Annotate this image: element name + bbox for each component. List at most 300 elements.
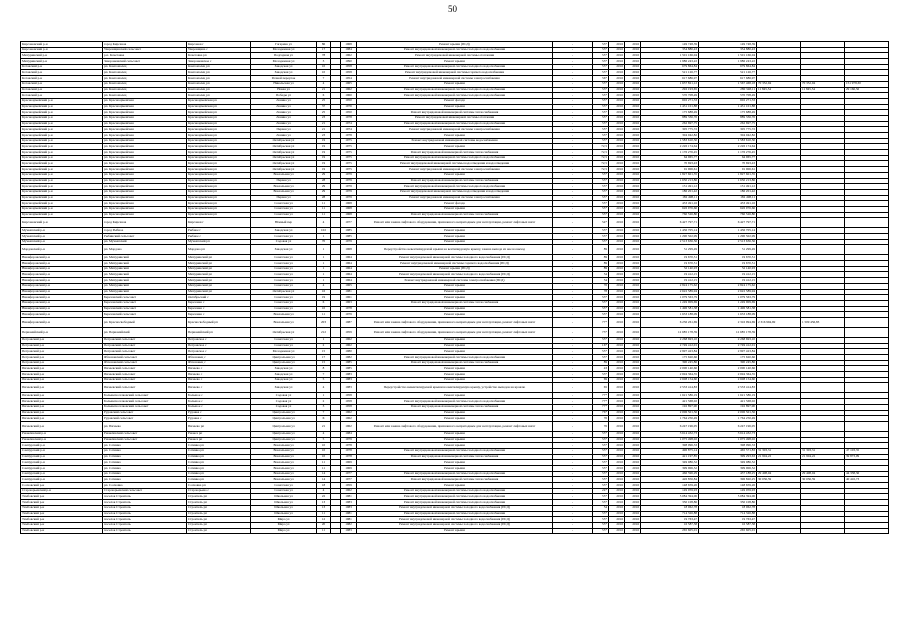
table-cell bbox=[331, 218, 341, 228]
table-cell: Октябрьская ул bbox=[251, 289, 317, 295]
table-cell: Староюрьевский р-н bbox=[21, 488, 103, 494]
table-cell: Школьная ул bbox=[251, 500, 317, 506]
table-cell: 2016 bbox=[625, 471, 641, 477]
table-cell: 131 491,12 bbox=[641, 184, 699, 190]
table-cell: Красноармейский р-н bbox=[21, 121, 103, 127]
table-cell: Ремонт внутридомовой инженерной системы холодного водоснабжения bbox=[357, 471, 553, 477]
table-cell: - bbox=[553, 201, 593, 207]
table-cell: 2016 bbox=[625, 98, 641, 104]
table-cell: Рудовский сельсовет bbox=[103, 410, 187, 416]
table-cell: Ремонт внутридомовой инженерной системы теплоснабжения bbox=[357, 360, 553, 366]
table-cell: 2016 bbox=[609, 133, 625, 139]
table-cell: Школьная ул bbox=[251, 494, 317, 500]
table-cell: 1 496 581,38 bbox=[641, 306, 699, 312]
table-cell: 2016 bbox=[609, 218, 625, 228]
table-cell: Ремонт внутридомовой инженерной системы теплоснабжения bbox=[357, 212, 553, 218]
table-cell: 31 303,31 bbox=[757, 448, 801, 454]
table-cell: 262 697,75 bbox=[699, 121, 757, 127]
table-cell: 2 268 693,10 bbox=[641, 337, 699, 343]
table-cell: 2016 bbox=[609, 201, 625, 207]
table-cell: 2016 bbox=[625, 93, 641, 99]
table-cell: 2 bbox=[317, 399, 331, 405]
table-cell: Красноармейская рп bbox=[187, 201, 251, 207]
table-cell: 55* bbox=[593, 443, 609, 449]
table-cell: 1979 bbox=[341, 184, 357, 190]
table-cell: 72,5 bbox=[593, 161, 609, 167]
table-cell: 2016 bbox=[609, 47, 625, 53]
table-cell: - bbox=[553, 81, 593, 87]
table-cell: 19 412,15 bbox=[641, 272, 699, 278]
table-cell: рп. Красноармейская bbox=[103, 172, 187, 178]
table-cell: Тамбовский р-н bbox=[21, 505, 103, 511]
table-cell: город Кирсанов bbox=[103, 218, 187, 228]
table-cell: - bbox=[553, 47, 593, 53]
table-cell: 64 965,77 bbox=[641, 155, 699, 161]
table-cell: 2016 bbox=[609, 138, 625, 144]
table-cell: 1 650 213,86 bbox=[641, 178, 699, 184]
table-cell: Советская ул bbox=[251, 295, 317, 301]
table-cell: 1 633 188,09 bbox=[699, 312, 757, 318]
table-cell: рп. Сатинка bbox=[103, 443, 187, 449]
table-cell: Октябрьская ул bbox=[251, 161, 317, 167]
table-cell: 2016 bbox=[609, 483, 625, 489]
table-cell: 1965 bbox=[341, 283, 357, 289]
table-cell: Никольская ул bbox=[251, 81, 317, 87]
table-cell: 54* bbox=[593, 218, 609, 228]
table-cell: Центральная ул bbox=[251, 431, 317, 437]
table-cell: 2016 bbox=[625, 53, 641, 59]
table-cell: 1968 bbox=[341, 42, 357, 48]
table-cell: 626 976,66 bbox=[641, 206, 699, 212]
table-cell: Кирсановский р-н bbox=[21, 42, 103, 48]
table-cell: Ремонт крыши bbox=[357, 343, 553, 349]
table-cell: Ремонт внутридомовой инженерной системы теплоснабжения bbox=[357, 110, 553, 116]
table-cell: 2016 bbox=[609, 300, 625, 306]
table-cell: 398 096,33 bbox=[699, 443, 757, 449]
table-cell: 421 568,02 bbox=[641, 399, 699, 405]
table-cell: 14 bbox=[317, 477, 331, 483]
table-cell: 2016 bbox=[609, 295, 625, 301]
table-cell: рп. Сатинка bbox=[103, 466, 187, 472]
table-cell: Школьная ул bbox=[251, 505, 317, 511]
table-cell: 2016 bbox=[625, 201, 641, 207]
table-cell: 24* bbox=[593, 488, 609, 494]
table-cell: Ремонт или замена лифтового оборудования, признанного непригодным для эксплуатации, ремонт лифтовых шахт bbox=[357, 218, 553, 228]
table-cell: 52 140,93 bbox=[699, 266, 757, 272]
table-cell: - bbox=[553, 161, 593, 167]
table-cell: Пичаево с bbox=[187, 383, 251, 393]
table-cell: 18 062,78 bbox=[699, 505, 757, 511]
table-cell: 1 501 166,04 bbox=[641, 53, 699, 59]
table-cell: Красноармейский р-н bbox=[21, 155, 103, 161]
table-cell bbox=[331, 245, 341, 255]
table-cell: 5 084 394,06 bbox=[699, 494, 757, 500]
table-cell: 6 247 196,05 bbox=[699, 421, 757, 431]
table-cell: 53* bbox=[593, 42, 609, 48]
table-cell: 2016 bbox=[625, 312, 641, 318]
table-cell: 1978 bbox=[341, 306, 357, 312]
table-cell: 350 108,86 bbox=[641, 500, 699, 506]
table-cell: 2016 bbox=[625, 517, 641, 523]
table-cell: 2016 bbox=[625, 212, 641, 218]
table-cell: 2016 bbox=[609, 245, 625, 255]
table-cell: 2016 bbox=[609, 93, 625, 99]
table-cell: Ремонт фасада bbox=[357, 201, 553, 207]
table-cell: 11 bbox=[317, 460, 331, 466]
table-cell: 2016 bbox=[625, 349, 641, 355]
table-cell: 2016 bbox=[609, 500, 625, 506]
table-cell: 5 bbox=[317, 377, 331, 383]
table-cell: - bbox=[553, 404, 593, 410]
table-cell: 86 bbox=[317, 42, 331, 48]
table-cell: Ремонт внутридомовой инженерной системы горячего водоснабжения bbox=[357, 70, 553, 76]
table-cell: 1 249 909,69 bbox=[641, 300, 699, 306]
table-cell: 16 bbox=[317, 289, 331, 295]
table-cell: 55* bbox=[593, 212, 609, 218]
table-cell: - bbox=[553, 393, 593, 399]
table-cell: 1954 bbox=[341, 76, 357, 82]
table-cell: 53* bbox=[593, 372, 609, 378]
table-cell: - bbox=[553, 76, 593, 82]
table-cell: 55* bbox=[593, 127, 609, 133]
table-cell: 19 bbox=[317, 138, 331, 144]
table-cell: 2016 bbox=[625, 239, 641, 245]
table-cell: 55* bbox=[593, 172, 609, 178]
table-cell: 1 583 610,50 bbox=[641, 138, 699, 144]
table-cell: Центральная ул bbox=[251, 437, 317, 443]
table-cell: 1958 bbox=[341, 393, 357, 399]
table-cell: - bbox=[553, 283, 593, 289]
table-cell: Сампурский р-н bbox=[21, 460, 103, 466]
table-cell: 55* bbox=[593, 189, 609, 195]
table-cell: 11 bbox=[317, 528, 331, 534]
table-cell: Мира ул bbox=[251, 528, 317, 534]
table-cell: Пичаевский р-н bbox=[21, 393, 103, 399]
table-cell: 1981 bbox=[341, 494, 357, 500]
table-cell: 1 bbox=[317, 266, 331, 272]
table-cell: Сатинка рп bbox=[187, 443, 251, 449]
table-cell: 396 820,25 bbox=[699, 477, 757, 483]
table-cell: Заводская ул bbox=[251, 366, 317, 372]
table-cell: 1968 bbox=[341, 201, 357, 207]
table-cell: Петровский сельсовет bbox=[103, 337, 187, 343]
table-cell: 2016 bbox=[609, 266, 625, 272]
table-cell: Ремонт внутридомовой инженерной системы теплоснабжения bbox=[357, 477, 553, 483]
table-cell: рп. Сосновка bbox=[103, 483, 187, 489]
table-cell: 354 880,43 bbox=[699, 47, 757, 53]
table-cell: 2016 bbox=[625, 150, 641, 156]
table-cell: Березовский сельсовет bbox=[103, 300, 187, 306]
table-cell: Никифоровский р-н bbox=[21, 306, 103, 312]
table-cell: 102 bbox=[317, 228, 331, 234]
table-cell: 1979 bbox=[341, 172, 357, 178]
table-cell: - bbox=[553, 115, 593, 121]
table-cell: Никифоровский р-н bbox=[21, 295, 103, 301]
table-cell: Центральная ул bbox=[251, 355, 317, 361]
table-cell: Красноармейская рп bbox=[187, 184, 251, 190]
table-cell: Ремонт внутридомовой инженерной системы холодного водоснабжения bbox=[357, 155, 553, 161]
table-cell: Тамбовский р-н bbox=[21, 517, 103, 523]
table-cell: 1964 bbox=[341, 255, 357, 261]
table-cell: 10 bbox=[317, 64, 331, 70]
table-cell: 2016 bbox=[625, 234, 641, 240]
table-cell: Большое с bbox=[187, 399, 251, 405]
table-cell: Ремонт внутридомовой инженерной системы электроснабжения bbox=[357, 76, 553, 82]
table-cell: Красноармейская рп bbox=[187, 189, 251, 195]
table-cell: Пичаевский р-н bbox=[21, 421, 103, 431]
table-cell: - bbox=[553, 466, 593, 472]
table-cell: - bbox=[553, 239, 593, 245]
table-cell: 2 997 423,84 bbox=[699, 349, 757, 355]
table-cell: 70 bbox=[317, 239, 331, 245]
table-cell: - bbox=[553, 360, 593, 366]
table-cell: - bbox=[553, 150, 593, 156]
table-cell: Ремонт внутридомовой инженерной системы водоснабжения bbox=[357, 138, 553, 144]
table-cell: 1980 bbox=[341, 349, 357, 355]
table-cell: 55* bbox=[593, 448, 609, 454]
table-cell: Сатинка рп bbox=[187, 466, 251, 472]
table-cell: 1958 bbox=[341, 70, 357, 76]
table-cell: - bbox=[553, 517, 593, 523]
table-cell: 2016 bbox=[609, 355, 625, 361]
table-cell: Пичаевский р-н bbox=[21, 383, 103, 393]
table-cell: - bbox=[553, 138, 593, 144]
table-cell: 1962 bbox=[341, 87, 357, 93]
table-cell: Ремонт внутридомовой инженерной системы электроснабжения bbox=[357, 127, 553, 133]
table-cell: 19 bbox=[317, 150, 331, 156]
table-cell: Заводская ул bbox=[251, 377, 317, 383]
table-cell: 2 824 175,62 bbox=[699, 283, 757, 289]
table-cell: Ремонт крыши bbox=[357, 466, 553, 472]
table-cell: - bbox=[553, 64, 593, 70]
table-cell: - bbox=[553, 266, 593, 272]
table-cell: рп. Комсомолец bbox=[103, 81, 187, 87]
table-cell: 2016 bbox=[625, 477, 641, 483]
table-cell: 2016 bbox=[609, 399, 625, 405]
table-cell: рп. Сатинка bbox=[103, 460, 187, 466]
table-cell: 1984 bbox=[341, 47, 357, 53]
table-cell: Староюрьево с bbox=[187, 488, 251, 494]
table-cell: 2016 bbox=[609, 372, 625, 378]
table-cell bbox=[757, 528, 801, 534]
table-row bbox=[21, 317, 889, 327]
table-cell: 2016 bbox=[625, 488, 641, 494]
table-cell: Центральная ул bbox=[251, 416, 317, 422]
table-cell: Никифоровский р-н bbox=[21, 317, 103, 327]
table-cell: 433 491,16 bbox=[699, 201, 757, 207]
table-cell: рп. Красноармейская bbox=[103, 104, 187, 110]
table-cell: Никифоровский р-н bbox=[21, 272, 103, 278]
table-cell: 17 bbox=[317, 47, 331, 53]
table-cell: 2016 bbox=[625, 454, 641, 460]
table-cell: Кирсанов г bbox=[187, 42, 251, 48]
table-cell: Ремонт крыши bbox=[357, 377, 553, 383]
table-cell: 2016 bbox=[609, 64, 625, 70]
table-cell: Молодежная ул bbox=[251, 59, 317, 65]
table-cell: Красноармейский р-н bbox=[21, 206, 103, 212]
table-cell: 2016 bbox=[625, 404, 641, 410]
table-cell: 1 bbox=[317, 337, 331, 343]
table-cell: 1962 bbox=[341, 416, 357, 422]
table-cell: Заводская ул bbox=[251, 383, 317, 393]
table-cell: Котовский р-н bbox=[21, 70, 103, 76]
table-cell bbox=[331, 528, 341, 534]
table-cell: Заводская ул bbox=[251, 70, 317, 76]
table-cell: Березовка с bbox=[187, 306, 251, 312]
table-cell: Пичаевский сельсовет bbox=[103, 383, 187, 393]
table-cell: 617 686,97 bbox=[641, 76, 699, 82]
table-cell bbox=[757, 245, 801, 255]
table-cell: Петровский р-н bbox=[21, 343, 103, 349]
table-cell: Ремонт или замена лифтового оборудования, признанного непригодным для эксплуатации, ремонт лифтовых шахт bbox=[357, 327, 553, 337]
table-cell: 77* bbox=[593, 399, 609, 405]
table-cell: рп. Комсомолец bbox=[103, 64, 187, 70]
table-cell: - bbox=[553, 295, 593, 301]
table-cell: 390 245,86 bbox=[699, 360, 757, 366]
table-cell: Советская ул bbox=[251, 255, 317, 261]
table-cell: - bbox=[553, 272, 593, 278]
table-cell: Ленина ул bbox=[251, 133, 317, 139]
table-cell: Ремонт внутридомовой инженерной системы отопления bbox=[357, 115, 553, 121]
table-cell bbox=[845, 317, 889, 327]
table-cell: Рыбное с bbox=[187, 234, 251, 240]
table-cell: 1 bbox=[317, 393, 331, 399]
table-cell: 149 748,39 bbox=[699, 42, 757, 48]
table-cell: 1983 bbox=[341, 377, 357, 383]
table-cell: 2 006 501,56 bbox=[641, 410, 699, 416]
table-cell: 10 bbox=[317, 306, 331, 312]
table-cell: Октябрьская ул bbox=[251, 167, 317, 173]
table-cell: 602 271,33 bbox=[641, 98, 699, 104]
table-cell: 2016 bbox=[609, 443, 625, 449]
table-cell: Ленина ул bbox=[251, 98, 317, 104]
table-cell: 1978 bbox=[341, 454, 357, 460]
table-cell: 889 336,76 bbox=[699, 115, 757, 121]
table-cell: 28 bbox=[317, 195, 331, 201]
table-cell: Мордовский р-н bbox=[21, 245, 103, 255]
table-cell: Ржакса рп bbox=[187, 437, 251, 443]
table-cell: Молодежная ул bbox=[251, 349, 317, 355]
table-cell: рп. Красноармейская bbox=[103, 138, 187, 144]
table-cell: Строитель рп bbox=[187, 517, 251, 523]
table-cell: - bbox=[553, 110, 593, 116]
table-cell: 89 bbox=[593, 360, 609, 366]
table-cell bbox=[757, 218, 801, 228]
table-cell: Ремонт внутридомовой инженерной системы холодного водоснабжения bbox=[357, 448, 553, 454]
table-cell: 18 bbox=[317, 483, 331, 489]
table-cell: 2016 bbox=[609, 195, 625, 201]
table-cell: 18 062,78 bbox=[641, 505, 699, 511]
table-cell: город Кирсанов bbox=[103, 42, 187, 48]
table-cell: 6 236 261,69 bbox=[641, 317, 699, 327]
table-cell: поселок Строитель bbox=[103, 500, 187, 506]
table-body bbox=[21, 42, 889, 534]
table-cell: Мичуринский рп bbox=[187, 261, 251, 267]
table-cell: 2016 bbox=[625, 110, 641, 116]
table-cell: Заводская ул bbox=[251, 372, 317, 378]
table-cell: 77* bbox=[593, 404, 609, 410]
table-row bbox=[21, 421, 889, 431]
table-cell: Вокзальная ул bbox=[251, 189, 317, 195]
table-cell: Ремонт внутридомовой инженерной системы теплоснабжения bbox=[357, 300, 553, 306]
table-cell: Петровский сельсовет bbox=[103, 349, 187, 355]
table-cell: 304 042,82 bbox=[699, 133, 757, 139]
table-cell: 2 749 412,01 bbox=[641, 343, 699, 349]
table-cell: Ремонт крыши (ПСД) bbox=[357, 42, 553, 48]
table-cell: Ремонт фасада bbox=[357, 98, 553, 104]
table-cell: 2 006 501,56 bbox=[699, 410, 757, 416]
table-cell: поселок Строитель bbox=[103, 522, 187, 528]
table-cell: Центральная ул bbox=[251, 421, 317, 431]
table-cell: Школьная ул bbox=[251, 511, 317, 517]
table-cell: Ремонт внутридомовой инженерной системы холодного водоснабжения bbox=[357, 355, 553, 361]
table-cell: 1 501 166,04 bbox=[699, 53, 757, 59]
table-cell: Пичаево с bbox=[187, 366, 251, 372]
table-cell: Пичаевский р-н bbox=[21, 404, 103, 410]
table-cell: 421 197,85 bbox=[641, 454, 699, 460]
table-cell: Рудовка с bbox=[187, 410, 251, 416]
table-cell: 55* bbox=[593, 133, 609, 139]
table-cell bbox=[845, 218, 889, 228]
table-cell: Ленина ул bbox=[251, 110, 317, 116]
table-cell: рп. Красноармейская bbox=[103, 121, 187, 127]
table-cell: 2016 bbox=[609, 416, 625, 422]
table-cell: Ленина ул bbox=[251, 115, 317, 121]
table-cell: 70 352,94 bbox=[801, 81, 845, 87]
table-cell: 1 583 610,50 bbox=[699, 138, 757, 144]
table-row bbox=[21, 218, 889, 228]
table-cell: Комсомолец рп bbox=[187, 93, 251, 99]
table-cell: 399 906,52 bbox=[699, 466, 757, 472]
table-cell: Петровский р-н bbox=[21, 355, 103, 361]
table-cell: Переустройство невентилируемой крыши на вентилируемую крышу, замена выхода из нее на выход bbox=[357, 245, 553, 255]
table-cell: 2016 bbox=[625, 443, 641, 449]
table-cell: Вокзальная ул bbox=[251, 466, 317, 472]
table-cell: Мичуринский рп bbox=[187, 283, 251, 289]
table-cell: Никифоровский р-н bbox=[21, 312, 103, 318]
table-cell: 2016 bbox=[625, 138, 641, 144]
table-cell: 1 079 563,79 bbox=[641, 295, 699, 301]
table-cell: 2016 bbox=[609, 289, 625, 295]
table-cell: Советская ул bbox=[251, 300, 317, 306]
table-cell: 55* bbox=[593, 93, 609, 99]
table-cell: 72,5 bbox=[593, 167, 609, 173]
table-cell: 426 856,84 bbox=[641, 477, 699, 483]
table-cell: Ремонт крыши bbox=[357, 437, 553, 443]
table-cell: 8 bbox=[317, 366, 331, 372]
table-cell: 2 997 423,84 bbox=[641, 349, 699, 355]
table-cell: 91 906,61 bbox=[641, 167, 699, 173]
table-cell: рп. Красноармейская bbox=[103, 133, 187, 139]
table-cell: 16 587,58 bbox=[699, 522, 757, 528]
table-row bbox=[21, 245, 889, 255]
table-cell: 149 059,93 bbox=[641, 488, 699, 494]
table-cell: 2016 bbox=[609, 87, 625, 93]
table-cell: 2016 bbox=[625, 377, 641, 383]
table-cell: 2016 bbox=[625, 87, 641, 93]
table-cell: Тамбовский р-н bbox=[21, 511, 103, 517]
table-cell: Первая ул bbox=[251, 127, 317, 133]
table-cell: 2 533 414,83 bbox=[641, 383, 699, 393]
table-cell: 55* bbox=[593, 300, 609, 306]
table-cell: - bbox=[553, 312, 593, 318]
table-cell: Вокзальная ул bbox=[251, 312, 317, 318]
table-cell: 2016 bbox=[609, 184, 625, 190]
table-cell: 2016 bbox=[625, 528, 641, 534]
table-cell: 55* bbox=[593, 517, 609, 523]
table-cell: Красносвободный рп bbox=[187, 317, 251, 327]
table-cell: Вокзальная ул bbox=[251, 454, 317, 460]
